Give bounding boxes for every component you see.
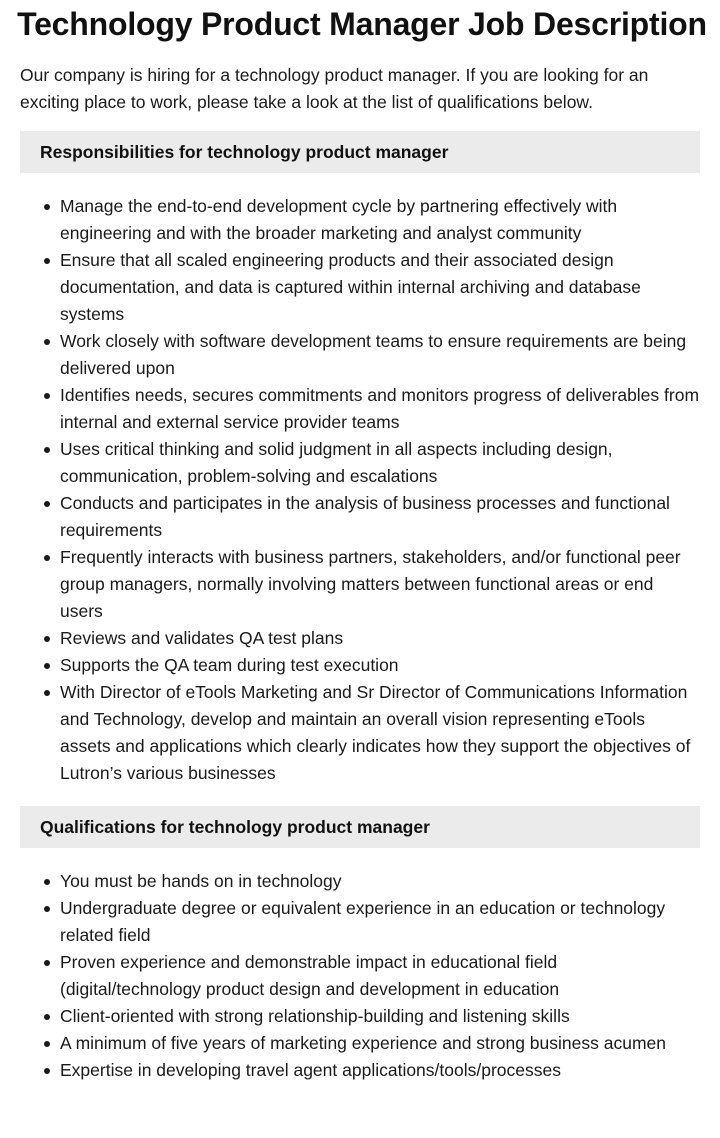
responsibilities-list <box>20 193 700 787</box>
bullet-icon <box>44 906 50 912</box>
qualifications-list <box>20 868 700 1084</box>
list-item <box>60 652 700 679</box>
list-item <box>60 1030 700 1057</box>
bullet-icon <box>44 204 50 210</box>
list-item <box>60 544 700 625</box>
bullet-icon <box>44 447 50 453</box>
bullet-icon <box>44 663 50 669</box>
list-item <box>60 949 700 1003</box>
list-item-text: Client-oriented with strong relationship-building and listening skills <box>60 1006 570 1026</box>
list-item <box>60 679 700 787</box>
intro-paragraph: Our company is hiring for a technology product manager. If you are looking for an exciting place to work, please take a look at the list of qualifications below. <box>20 65 649 112</box>
bullet-icon <box>44 339 50 345</box>
list-item <box>60 490 700 544</box>
bullet-icon <box>44 555 50 561</box>
list-item <box>60 625 700 652</box>
list-item <box>60 1003 700 1030</box>
list-item-text: Identifies needs, secures commitments and monitors progress of deliverables from internal and external service provider teams <box>60 385 700 432</box>
list-item-text: Frequently interacts with business partners, stakeholders, and/or functional peer group managers, normally involving matters between functional areas or end users <box>60 547 681 621</box>
list-item-text: A minimum of five years of marketing experience and strong business acumen <box>60 1033 666 1053</box>
bullet-icon <box>44 690 50 696</box>
list-item <box>60 247 700 328</box>
bullet-icon <box>44 1041 50 1047</box>
list-item-text: With Director of eTools Marketing and Sr Director of Communications Information and Technology, develop and maintain an overall vision representing eTools assets and applications which clearly indicates how they support the objectives of Lutron’s various businesses <box>60 682 691 783</box>
list-item-text: Proven experience and demonstrable impact in educational field (digital/technology product design and development in education <box>60 952 560 999</box>
list-item-text: Ensure that all scaled engineering products and their associated design documentation, and data is captured within internal archiving and database systems <box>60 250 641 324</box>
list-item-text: Reviews and validates QA test plans <box>60 628 344 648</box>
responsibilities-heading: Responsibilities for technology product manager <box>20 131 700 173</box>
list-item-text: Uses critical thinking and solid judgment in all aspects including design, communication, problem-solving and escalations <box>60 439 613 486</box>
list-item-text: Manage the end-to-end development cycle by partnering effectively with engineering and with the broader marketing and analyst community <box>60 196 618 243</box>
list-item <box>60 193 700 247</box>
page-title: Technology Product Manager Job Description <box>17 6 707 42</box>
bullet-icon <box>44 258 50 264</box>
bullet-icon <box>44 501 50 507</box>
list-item <box>60 382 700 436</box>
qualifications-heading: Qualifications for technology product manager <box>20 806 700 848</box>
list-item-text: Work closely with software development teams to ensure requirements are being delivered upon <box>60 331 687 378</box>
list-item <box>60 895 700 949</box>
list-item-text: Supports the QA team during test execution <box>60 655 399 675</box>
list-item-text: Undergraduate degree or equivalent experience in an education or technology related field <box>60 898 666 945</box>
list-item-text: Expertise in developing travel agent applications/tools/processes <box>60 1060 561 1080</box>
bullet-icon <box>44 960 50 966</box>
list-item <box>60 868 700 895</box>
list-item-text: You must be hands on in technology <box>60 871 342 891</box>
list-item <box>60 1057 700 1084</box>
list-item <box>60 328 700 382</box>
bullet-icon <box>44 393 50 399</box>
bullet-icon <box>44 1014 50 1020</box>
list-item <box>60 436 700 490</box>
bullet-icon <box>44 636 50 642</box>
bullet-icon <box>44 879 50 885</box>
list-item-text: Conducts and participates in the analysis of business processes and functional requirements <box>60 493 670 540</box>
bullet-icon <box>44 1068 50 1074</box>
